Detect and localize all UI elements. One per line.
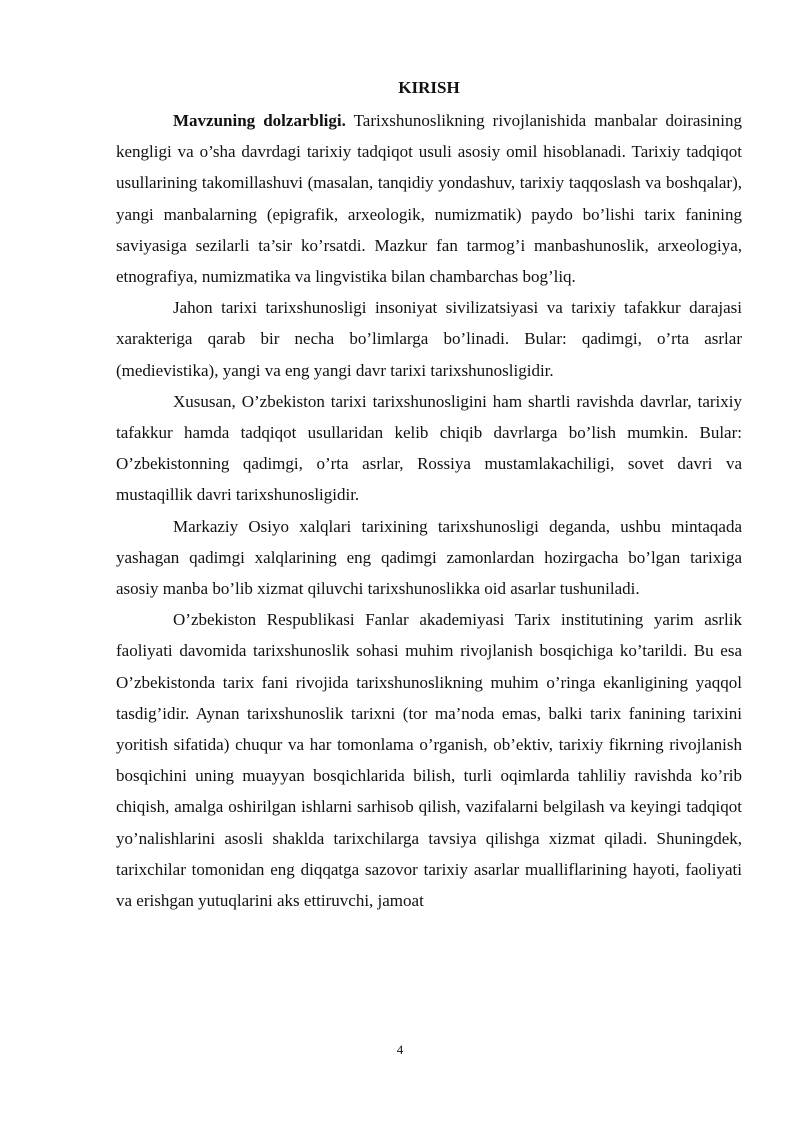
- paragraph-5: [116, 604, 742, 916]
- paragraph-text: Jahon tarixi tarixshunosligi insoniyat sivilizatsiyasi va tarixiy tafakkur darajasi xarakteriga qarab bir necha bo’limlarga bo’linadi. Bular: qadimgi, o’rta asrlar (medievistika), yangi va eng yangi davr tarixi tarixshunosligidir.: [116, 298, 742, 380]
- paragraph-4: [116, 511, 742, 605]
- paragraph-lead: Mavzuning dolzarbligi.: [173, 111, 346, 130]
- paragraph-text: Xususan, O’zbekiston tarixi tarixshunosligini ham shartli ravishda davrlar, tarixiy tafakkur hamda tadqiqot usullaridan kelib chiqib davrlarga bo’lish mumkin. Bular: O’zbekistonning qadimgi, o’rta asrlar, Rossiya mustamlakachiligi, sovet davri va mustaqillik davri tarixshunosligidir.: [116, 391, 742, 505]
- paragraph-text: Markaziy Osiyo xalqlari tarixining tarixshunosligi deganda, ushbu mintaqada yashagan qadimgi xalqlarining eng qadimgi zamonlardan hozirgacha bo’lgan tarixiga asosiy manba bo’lib xizmat qiluvchi tarixshunoslikka oid asarlar tushuniladi.: [116, 516, 742, 599]
- page-content: [116, 74, 742, 916]
- paragraph-text: Tarixshunoslikning rivojlanishida manbalar doirasining kengligi va o’sha davrdagi tarixiy tadqiqot usuli asosiy omil hisoblanadi. Tarixiy tadqiqot usullarining takomillashuvi (masalan, tanqidiy yondashuv, tarixiy taqqoslash va boshqalar), yangi manbalarning (epigrafik, arxeologik, numizmatik) paydo bo’lishi tarix fanining saviyasiga sezilarli ta’sir ko’rsatdi. Mazkur fan tarmog’i manbashunoslik, arxeologiya, etnografiya, numizmatika va lingvistika bilan chambarchas bog’liq.: [116, 111, 742, 287]
- paragraph-2: [116, 292, 742, 386]
- paragraph-text: O’zbekiston Respublikasi Fanlar akademiyasi Tarix institutining yarim asrlik faoliyati davomida tarixshunoslik sohasi muhim rivojlanish bosqichiga ko’tarildi. Bu esa O’zbekistonda tarix fani rivojida tarixshunoslikning muhim o’ringa ekanligining yaqqol tasdig’idir. Aynan tarixshunoslik tarixni (tor ma’noda emas, balki tarix fanining tarixini yoritish sifatida) chuqur va har tomonlama o’rganish, ob’ektiv, tarixiy fikrning rivojlanish bosqichini uning muayyan bosqichlarida bilish, turli oqimlarda tahliliy ravishda ko’rib chiqish, amalga oshirilgan ishlarni sarhisob qilish, vazifalarni belgilash va keyingi tadqiqot yo’nalishlarini asosli shaklda tarixchilarga tavsiya qilishga xizmat qiladi. Shuningdek, tarixchilar tomonidan eng diqqatga sazovor tarixiy asarlar mualliflarining hayoti, faoliyati va erishgan yutuqlarini aks ettiruvchi, jamoat: [116, 610, 742, 911]
- paragraph-3: [116, 386, 742, 511]
- section-title: KIRISH: [398, 78, 460, 97]
- paragraph-1: [116, 105, 742, 292]
- page-number: 4: [396, 1042, 404, 1057]
